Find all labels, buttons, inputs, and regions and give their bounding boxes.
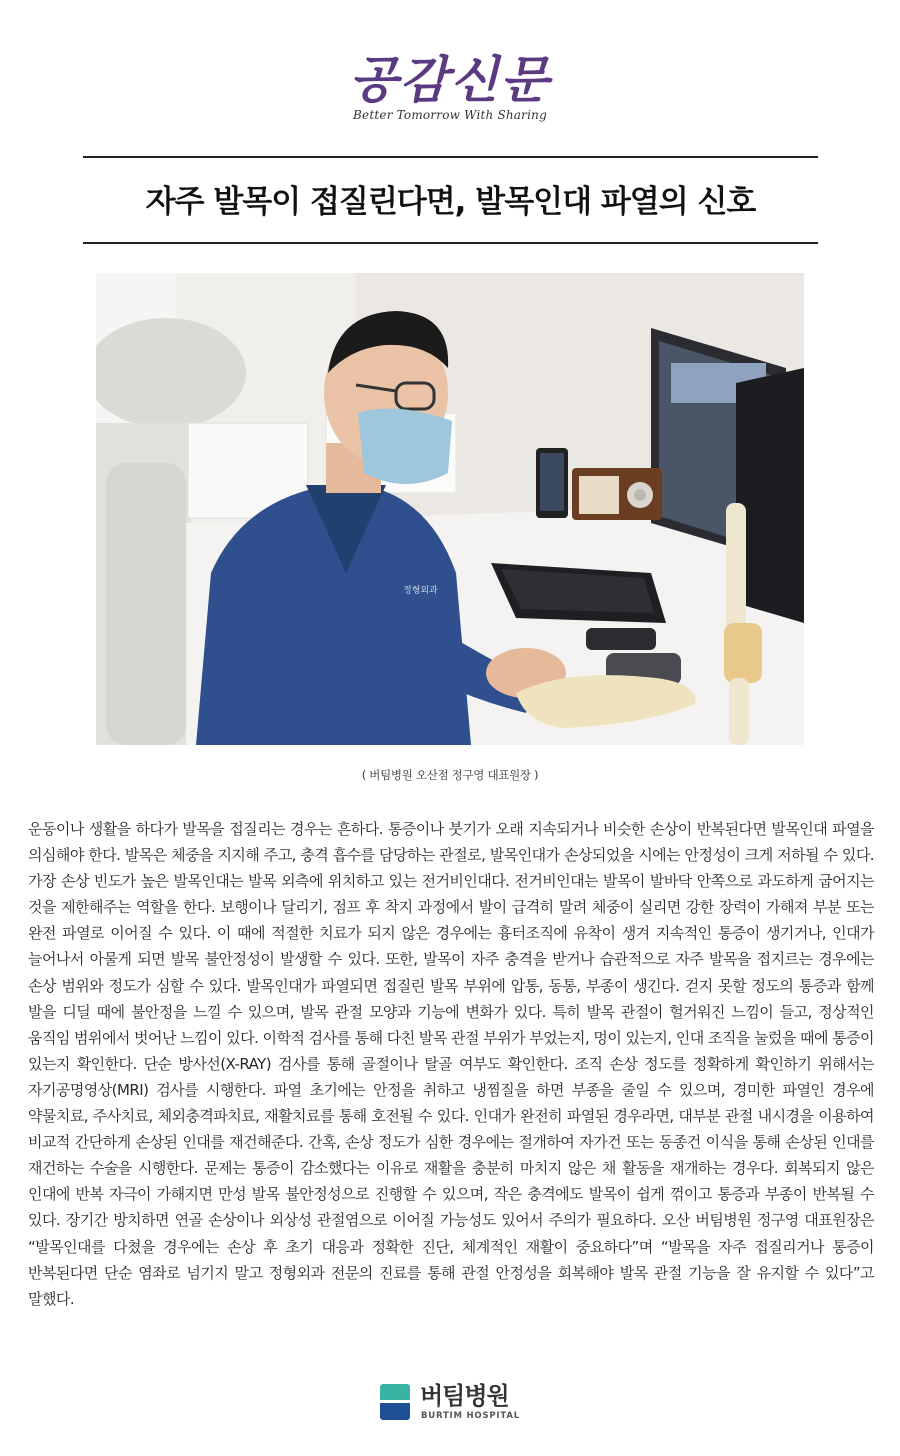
hospital-logo-name: 버팀병원 [420, 1382, 509, 1410]
photo-caption: ( 버팀병원 오산점 정구영 대표원장 ) [361, 768, 539, 782]
doctor-photo-illustration [96, 273, 804, 745]
article-headline: 자주 발목이 접질린다면, 발목인대 파열의 신호 [145, 184, 756, 220]
headline-rule-top [83, 156, 818, 158]
masthead [0, 50, 900, 122]
article-body: 운동이나 생활을 하다가 발목을 접질리는 경우는 흔하다. 통증이나 붓기가 오래 지속되거나 비슷한 손상이 반복된다면 발목인대 파열을 의심해야 한다. 발목은 체중을 지지해 주고, 충격 흡수를 담당하는 관절로, 발목인대가 손상되었을 시에는 안정성이 크게 저하될 수 있다. 가장 손상 빈도가 높은 발목인대는 발목 외측에 위치하고 있는 전거비인대다. 전거비인대는 발목이 발바닥 안쪽으로 과도하게 굽어지는 것을 제한해주는 역할을 한다. 보행이나 달리기, 점프 후 착지 과정에서 발이 급격히 말려 체중이 실리면 강한 장력이 가해져 부분 또는 완전 파열로 이어질 수 있다. 이 때에 적절한 치료가 되지 않은 경우에는 흉터조직에 유착이 생겨 지속적인 통증이 생기거나, 인대가 늘어나서 아물게 되면 발목 불안정성이 발생할 수 있다. 또한, 발목이 자주 충격을 받거나 습관적으로 자주 발목을 접지르는 경우에는 손상 범위와 정도가 심할 수 있다. 발목인대가 파열되면 접질린 발목 부위에 압통, 동통, 부종이 생긴다. 걷지 못할 정도의 통증과 함께 발을 디딜 때에 불안정을 느낄 수 있으며, 발목 관절 모양과 기능에 변화가 있다. 특히 발목 관절이 헐거워진 느낌이 들고, 정상적인 움직임 범위에서 벗어난 느낌이 있다. 이학적 검사를 통해 다친 발목 관절 부위가 부었는지, 멍이 있는지, 인대 조직을 눌렀을 때에 통증이 있는지 확인한다. 단순 방사선(X-RAY) 검사를 통해 골절이나 탈골 여부도 확인한다. 조직 손상 정도를 정확하게 확인하기 위해서는 자기공명영상(MRI) 검사를 시행한다. 파열 초기에는 안정을 취하고 냉찜질을 하면 부종을 줄일 수 있으며, 경미한 파열인 경우에 약물치료, 주사치료, 체외충격파치료, 재활치료를 통해 호전될 수 있다. 인대가 완전히 파열된 경우라면, 대부분 관절 내시경을 이용하여 비교적 간단하게 손상된 인대를 재건해준다. 간혹, 손상 정도가 심한 경우에는 절개하여 자가건 또는 동종건 이식을 통해 손상된 인대를 재건하는 수술을 시행한다. 문제는 통증이 감소했다는 이유로 재활을 충분히 마치지 않은 채 활동을 재개하는 경우다. 회복되지 않은 인대에 반복 자극이 가해지면 만성 발목 불안정성으로 진행할 수 있으며, 작은 충격에도 발목이 쉽게 꺾이고 통증과 부종이 반복될 수 있다. 장기간 방치하면 연골 손상이나 외상성 관절염으로 이어질 가능성도 있어서 주의가 필요하다. 오산 버팀병원 정구영 대표원장은 “발목인대를 다쳤을 경우에는 손상 후 초기 대응과 정확한 진단, 체계적인 재활이 중요하다”며 “발목을 자주 접질리거나 통증이 반복된다면 단순 염좌로 넘기지 말고 정형외과 전문의 진료를 통해 관절 안정성을 회복해야 발목 관절 기능을 잘 유지할 수 있다”고 말했다. [28, 820, 874, 1308]
gown-embroidery: 정형외과 [403, 586, 438, 596]
masthead-slogan: Better Tomorrow With Sharing [353, 108, 547, 122]
hospital-logo[interactable] [380, 1382, 540, 1422]
headline-rule-bottom [83, 242, 818, 244]
article-photo [96, 273, 804, 745]
hospital-logo-subtitle: BURTIM HOSPITAL [421, 1411, 520, 1421]
masthead-logo[interactable]: 공감신문 [349, 50, 551, 109]
hospital-logo-icon [380, 1384, 410, 1420]
